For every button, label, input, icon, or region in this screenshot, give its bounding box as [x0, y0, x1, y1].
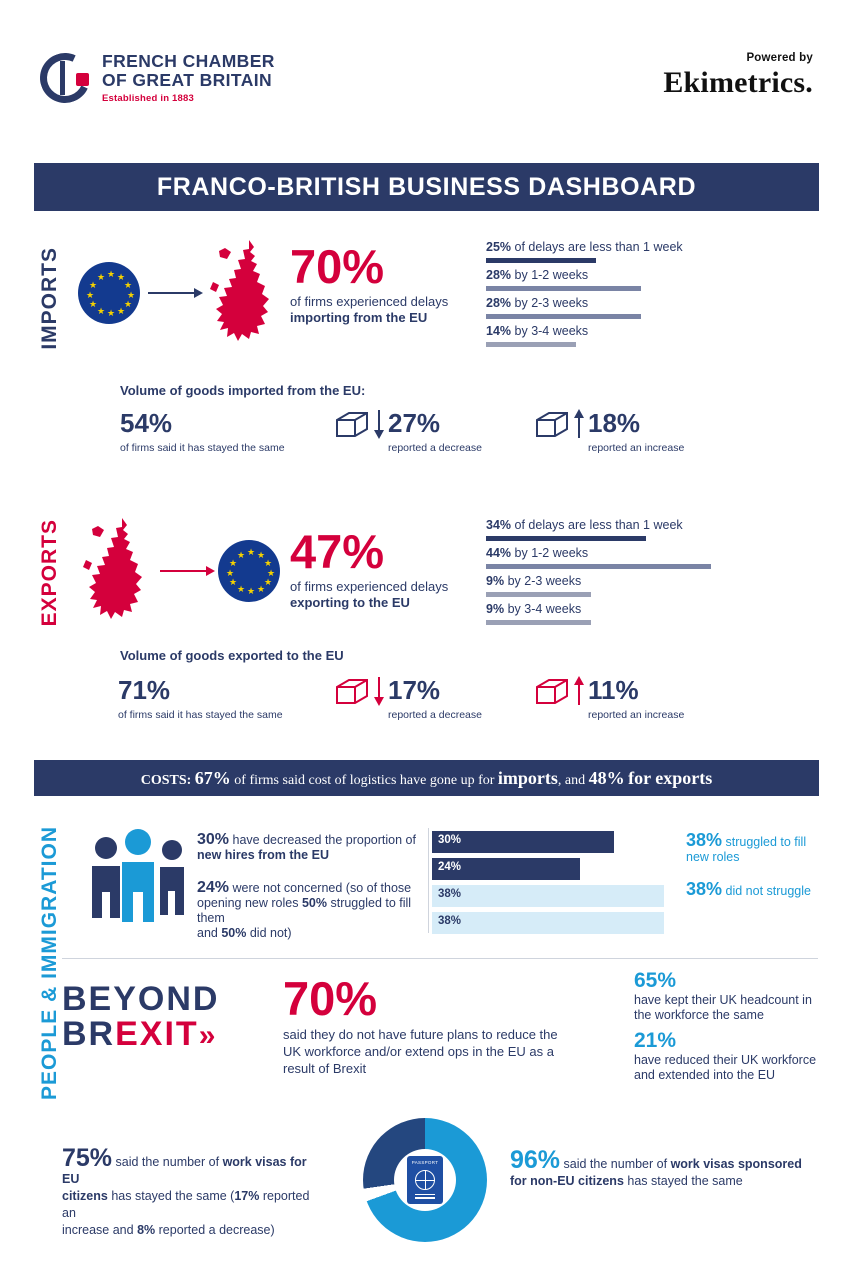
chamber-logo-icon: [40, 53, 90, 103]
bar-row: [432, 858, 580, 880]
arrow-uk-to-eu: [160, 570, 206, 572]
brexit-text-line1: said they do not have future plans to reduce the: [283, 1027, 558, 1042]
passport-lines: [407, 1194, 443, 1199]
bar-label: 30%: [438, 834, 462, 846]
passport-globe-icon: [415, 1170, 435, 1190]
hc2-line2: and extended into the EU: [634, 1068, 776, 1082]
imports-volume-increase: [533, 408, 684, 454]
section-label-imports: IMPORTS: [38, 247, 61, 350]
delay-label: [486, 574, 816, 588]
brexit-br: BR: [62, 1015, 116, 1053]
powered-by: [663, 52, 813, 100]
exports-increase-pct: 11%: [588, 675, 639, 705]
eu-flag-icon: ★ ★ ★ ★ ★ ★ ★ ★ ★ ★ ★ ★: [78, 262, 140, 324]
exports-same-pct: 71%: [118, 675, 171, 705]
visa-left-line1a: said the number of: [115, 1155, 220, 1169]
delay-bar: [486, 314, 641, 319]
imports-headline: [290, 240, 449, 326]
delay-row: [486, 240, 786, 263]
up-arrow-icon: [573, 408, 585, 440]
visa-left-line2b: has stayed the same (: [111, 1189, 235, 1203]
costs-and: , and: [557, 772, 586, 788]
delay-bar: [486, 286, 641, 291]
delay-row: [486, 324, 786, 347]
visa-stat-right: [510, 1146, 810, 1190]
exports-volume-increase: [533, 675, 684, 721]
imports-decrease-pct: 27%: [388, 408, 441, 438]
delay-pct: 14%: [486, 324, 512, 338]
imports-delay-pct: 70%: [290, 240, 385, 293]
imports-volume-decrease: [333, 408, 482, 454]
delay-label: [486, 518, 816, 532]
people-stat2-line1: were not concerned (so of those: [232, 881, 412, 895]
exports-headline-sub: [290, 579, 448, 611]
brexit-text-line3: result of Brexit: [283, 1061, 367, 1076]
people-stat1-pct: 30%: [197, 831, 230, 848]
header: [0, 26, 853, 106]
delay-desc: by 1-2 weeks: [514, 268, 589, 282]
logo-established: Established in 1883: [102, 93, 194, 104]
delay-desc: by 3-4 weeks: [507, 602, 582, 616]
bar-label: 38%: [438, 915, 462, 927]
right1-pct: 38%: [686, 830, 723, 850]
delay-row: [486, 602, 816, 625]
section-label-people: PEOPLE & IMMIGRATION: [38, 826, 61, 1100]
powered-by-label: Powered by: [746, 52, 813, 64]
visa-left-line3c: reported a decrease): [158, 1223, 275, 1237]
people-stat2-line2b: 50%: [301, 896, 327, 910]
visa-left-pct: 75%: [62, 1144, 113, 1172]
beyond-brexit-wordmark: [62, 982, 219, 1054]
arrow-eu-to-uk: [148, 292, 194, 294]
down-arrow-icon: [373, 408, 385, 440]
visa-right-line2a: for non-EU citizens: [510, 1174, 624, 1188]
hc1-line2: the workforce the same: [634, 1008, 764, 1022]
brexit-plans-block: [283, 972, 613, 1077]
imports-delay-breakdown: [486, 240, 786, 352]
headcount-stat-2: [634, 1029, 824, 1083]
people-bar-chart: [432, 831, 682, 939]
imports-volume-heading: Volume of goods imported from the EU:: [120, 383, 366, 398]
bar-label: 24%: [438, 861, 462, 873]
delay-desc: of delays are less than 1 week: [514, 240, 683, 254]
delay-bar: [486, 342, 576, 347]
exports-volume-decrease: [333, 675, 482, 721]
eu-flag-icon-exports: ★ ★ ★ ★ ★ ★ ★ ★ ★ ★ ★ ★: [218, 540, 280, 602]
arrow-head-icon: [206, 566, 215, 576]
delay-label: [486, 324, 786, 338]
delay-label: [486, 268, 786, 282]
hc1-line1: have kept their UK headcount in: [634, 993, 812, 1007]
delay-bar: [486, 620, 591, 625]
exports-delay-breakdown: [486, 518, 816, 630]
box-decrease-icon: [333, 675, 375, 707]
box-increase-icon: [533, 675, 575, 707]
passport-icon: [407, 1156, 443, 1204]
imports-volume-same: [120, 408, 285, 454]
delay-pct: 9%: [486, 602, 505, 616]
visa-right-line1a: said the number of: [563, 1157, 668, 1171]
delay-bar: [486, 564, 711, 569]
imports-headline-sub: [290, 294, 448, 326]
delay-label: [486, 240, 786, 254]
people-stat-2: [197, 880, 425, 941]
delay-pct: 28%: [486, 296, 512, 310]
brexit-pct: 70%: [283, 972, 378, 1025]
logo-text: [102, 52, 275, 104]
brexit-exit: EXIT: [115, 1015, 199, 1053]
people-stat1-line2: new hires from the EU: [197, 848, 329, 862]
up-arrow-icon: [573, 675, 585, 707]
exports-headline: [290, 525, 449, 611]
bar-row: [432, 885, 664, 907]
down-arrow-icon: [373, 675, 385, 707]
section-label-exports: EXPORTS: [38, 519, 61, 627]
page-title: FRANCO-BRITISH BUSINESS DASHBOARD: [156, 172, 697, 201]
people-stat-1: [197, 832, 425, 863]
logo-line-1: FRENCH CHAMBER: [102, 51, 275, 71]
people-right-stat-1: [686, 830, 836, 865]
costs-prefix: COSTS:: [140, 772, 192, 788]
people-stat1-line1: have decreased the proportion of: [232, 833, 416, 847]
people-right-stat-2: [686, 879, 836, 899]
brexit-text-line2: UK workforce and/or extend ops in the EU as a: [283, 1044, 554, 1059]
visa-stat-left: [62, 1144, 312, 1239]
delay-desc: of delays are less than 1 week: [514, 518, 683, 532]
right2-text: did not struggle: [725, 884, 811, 898]
visa-right-line2b: has stayed the same: [627, 1174, 743, 1188]
uk-map-icon: [205, 238, 285, 348]
headcount-stat-1: [634, 969, 824, 1023]
costs-banner: [34, 760, 819, 796]
delay-pct: 34%: [486, 518, 512, 532]
exports-sub-line2: exporting to the EU: [290, 595, 410, 610]
delay-bar: [486, 592, 591, 597]
exports-volume-heading: Volume of goods exported to the EU: [120, 648, 344, 663]
brexit-text: [283, 1026, 613, 1077]
logo-line-2: OF GREAT BRITAIN: [102, 70, 273, 90]
delay-label: [486, 546, 816, 560]
people-stat2-line2a: opening new roles: [197, 896, 299, 910]
people-stat2-line3a: and: [197, 926, 218, 940]
delay-row: [486, 518, 816, 541]
exports-delay-pct: 47%: [290, 525, 385, 578]
right2-pct: 38%: [686, 879, 723, 899]
delay-pct: 25%: [486, 240, 512, 254]
bar-row: [432, 831, 614, 853]
bar-row: [432, 912, 664, 934]
people-stat2-line3b: 50%: [221, 926, 247, 940]
dashboard-title-bar: [34, 163, 819, 211]
visa-left-line3b: 8%: [137, 1223, 156, 1237]
french-chamber-logo: [40, 52, 275, 104]
brexit-word: [62, 1016, 219, 1054]
visa-right-pct: 96%: [510, 1146, 561, 1174]
costs-exports-pct: 48%: [588, 767, 625, 788]
imports-same-caption: of firms said it has stayed the same: [120, 442, 285, 454]
people-stat2-pct: 24%: [197, 879, 230, 896]
costs-imports-pct: 67%: [194, 767, 231, 788]
box-increase-icon: [533, 408, 575, 440]
delay-bar: [486, 258, 596, 263]
exports-increase-caption: reported an increase: [588, 709, 685, 721]
visa-left-line2a: citizens: [62, 1189, 108, 1203]
delay-label: [486, 602, 816, 616]
hc2-pct: 21%: [634, 1029, 677, 1052]
exports-decrease-caption: reported a decrease: [388, 709, 482, 721]
costs-text: [141, 768, 713, 789]
imports-increase-caption: reported an increase: [588, 442, 685, 454]
costs-exports-word: for exports: [628, 767, 713, 788]
people-stat2-line3c: did not): [249, 926, 292, 940]
imports-decrease-caption: reported a decrease: [388, 442, 482, 454]
costs-imports-word: imports: [497, 767, 558, 788]
bar-label: 38%: [438, 888, 462, 900]
delay-row: [486, 546, 816, 569]
beyond-word: BEYOND: [62, 980, 220, 1018]
people-stat2-line2c: struggled to fill them: [197, 896, 412, 925]
right1-line1: struggled to fill: [725, 835, 807, 849]
delay-desc: by 3-4 weeks: [514, 324, 589, 338]
delay-label: [486, 296, 786, 310]
delay-bar: [486, 536, 646, 541]
exports-volume-same: [118, 675, 283, 721]
delay-desc: by 2-3 weeks: [507, 574, 582, 588]
exports-same-caption: of firms said it has stayed the same: [118, 709, 283, 721]
arrow-head-icon: [194, 288, 203, 298]
visa-left-line2d: reported an: [62, 1189, 310, 1220]
imports-sub-line2: importing from the EU: [290, 310, 428, 325]
costs-mid-text: of firms said cost of logistics have gone up for: [234, 772, 495, 788]
visa-donut-chart: [363, 1118, 487, 1242]
imports-increase-pct: 18%: [588, 408, 641, 438]
delay-desc: by 2-3 weeks: [514, 296, 589, 310]
uk-map-icon-exports: [78, 516, 158, 626]
delay-row: [486, 268, 786, 291]
delay-pct: 44%: [486, 546, 512, 560]
visa-right-line1b: work visas sponsored: [670, 1157, 802, 1171]
exports-sub-line1: of firms experienced delays: [290, 579, 449, 594]
ekimetrics-logo: Ekimetrics.: [663, 66, 813, 99]
delay-desc: by 1-2 weeks: [514, 546, 589, 560]
delay-row: [486, 574, 816, 597]
delay-row: [486, 296, 786, 319]
right1-line2: new roles: [686, 850, 740, 864]
imports-same-pct: 54%: [120, 408, 173, 438]
people-vertical-divider: [428, 828, 429, 933]
passport-label: PASSPORT: [411, 1160, 439, 1165]
hc2-line1: have reduced their UK workforce: [634, 1053, 817, 1067]
brexit-chevron-icon: »: [198, 1019, 218, 1052]
delay-pct: 28%: [486, 268, 512, 282]
visa-left-line1b: work visas for EU: [62, 1155, 307, 1186]
imports-sub-line1: of firms experienced delays: [290, 294, 449, 309]
people-divider: [62, 958, 818, 959]
visa-left-line3a: increase and: [62, 1223, 134, 1237]
people-group-icon: [84, 826, 192, 932]
delay-pct: 9%: [486, 574, 505, 588]
box-decrease-icon: [333, 408, 375, 440]
hc1-pct: 65%: [634, 969, 677, 992]
visa-left-line2c: 17%: [234, 1189, 260, 1203]
exports-decrease-pct: 17%: [388, 675, 441, 705]
